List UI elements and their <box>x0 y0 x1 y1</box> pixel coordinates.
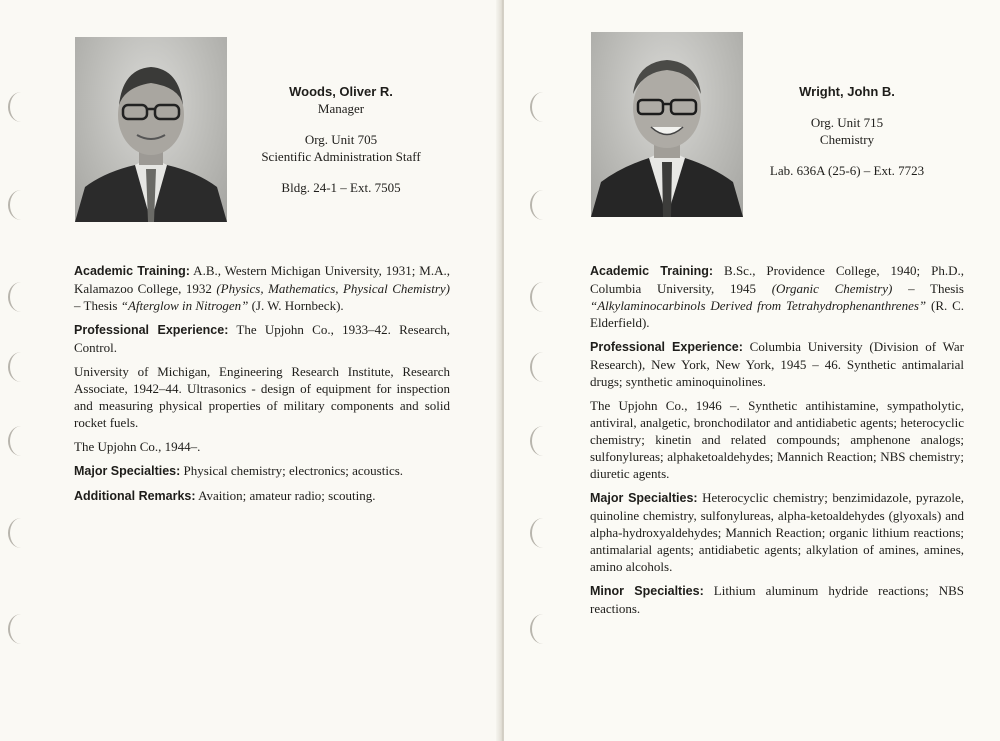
section-label: Professional Experience: <box>74 323 229 337</box>
major-specialties: Major Specialties: Physical chemistry; electronics; acoustics. <box>74 463 404 478</box>
right-page <box>504 0 1000 741</box>
minor-specialties: Minor Specialties: Lithium aluminum hydride reactions; NBS reactions. <box>590 583 964 616</box>
binder-hole <box>8 352 34 382</box>
employee-title: Manager <box>317 101 365 116</box>
employee-details <box>74 262 450 512</box>
employee-header <box>238 83 444 196</box>
binder-hole <box>530 518 556 548</box>
experience-paragraph: The Upjohn Co., 1946 –. Synthetic antihistamine, sympatholytic, antiviral, analgetic, bronchodilator and antidiabetic agents; heterocyclic chemistry; kinetin and related compounds; amphenone analogs; sulfonylureas; alphaketoaldehydes; Mannich Reaction; NBS chemistry; diuretic agents. <box>590 398 964 481</box>
binder-hole <box>8 518 34 548</box>
portrait-photo <box>75 37 227 222</box>
additional-remarks: Additional Remarks: Avaition; amateur radio; scouting. <box>74 488 376 503</box>
section-label: Additional Remarks: <box>74 489 196 503</box>
employee-name: Woods, Oliver R. <box>289 84 393 99</box>
section-label: Academic Training: <box>590 264 714 278</box>
binder-hole <box>8 92 34 122</box>
section-label: Major Specialties: <box>74 464 181 478</box>
binder-hole <box>530 352 556 382</box>
binder-hole <box>530 190 556 220</box>
location-extension: Bldg. 24-1 – Ext. 7505 <box>281 180 401 195</box>
binder-hole <box>530 614 556 644</box>
portrait-photo <box>591 32 743 217</box>
academic-training: Academic Training: B.Sc., Providence College, 1940; Ph.D., Columbia University, 1945 (Organic Chemistry) – Thesis “Alkylaminocarbinols Derived from Tetrahydrophenanthrenes” (R. C. Elderfield). <box>590 263 964 330</box>
professional-experience: Professional Experience: The Upjohn Co., 1933–42. Research, Control. <box>74 322 450 355</box>
binder-hole <box>530 92 556 122</box>
department: Chemistry <box>819 132 875 147</box>
major-specialties: Major Specialties: Heterocyclic chemistry; benzimidazole, pyrazole, quinoline chemistry, sulfonylureas, alpha-ketoaldehydes (glyoxals) and alpha-hydroxyaldehydes; Mannich Reaction; organic lithium reactions; antimalarial agents; antidiabetic agents; alkylation of amines, amines, amino alcohols. <box>590 490 964 574</box>
professional-experience: Professional Experience: Columbia University (Division of War Research), New York, New York, 1945 – 46. Synthetic antimalarial drugs; synthetic aminoquinolines. <box>590 339 964 389</box>
section-label: Professional Experience: <box>590 340 743 354</box>
location-extension: Lab. 636A (25-6) – Ext. 7723 <box>769 163 925 178</box>
binder-hole <box>530 426 556 456</box>
employee-details <box>590 262 964 624</box>
org-unit: Org. Unit 705 <box>304 132 378 147</box>
binder-hole <box>8 282 34 312</box>
section-label: Academic Training: <box>74 264 190 278</box>
binder-hole <box>8 614 34 644</box>
section-label: Major Specialties: <box>590 491 698 505</box>
binder-hole <box>8 426 34 456</box>
binder-hole <box>8 190 34 220</box>
department: Scientific Administration Staff <box>261 149 421 164</box>
academic-training: Academic Training: A.B., Western Michigan University, 1931; M.A., Kalamazoo College, 1932 (Physics, Mathematics, Physical Chemistry) – Thesis “Afterglow in Nitrogen” (J. W. Hornbeck). <box>74 263 451 313</box>
experience-paragraph: The Upjohn Co., 1944–. <box>74 439 201 454</box>
section-label: Minor Specialties: <box>590 584 704 598</box>
binder-hole <box>530 282 556 312</box>
org-unit: Org. Unit 715 <box>810 115 884 130</box>
employee-name: Wright, John B. <box>799 84 895 99</box>
employee-header <box>744 83 950 179</box>
experience-paragraph: University of Michigan, Engineering Research Institute, Research Associate, 1942–44. Ultrasonics - design of equipment for inspection and measuring physical properties of military components and solid rocket fuels. <box>74 364 450 430</box>
